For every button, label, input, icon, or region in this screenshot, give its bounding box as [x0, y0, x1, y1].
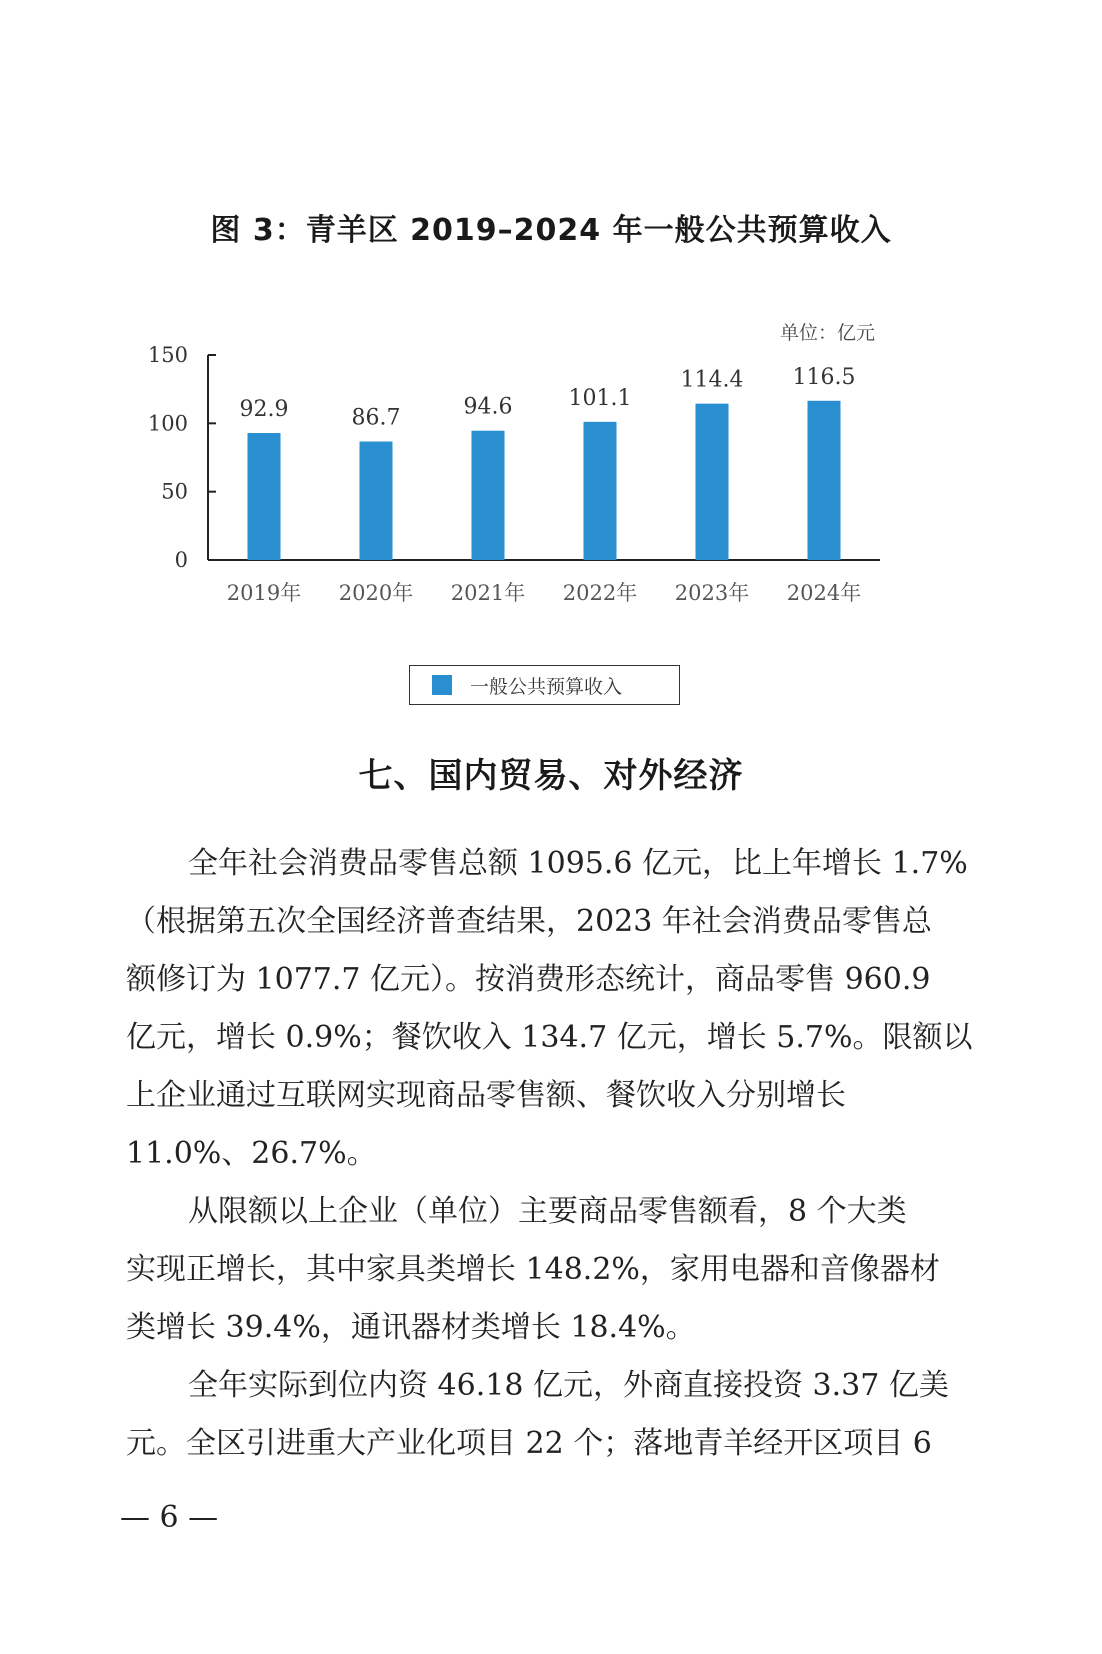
- x-tick-label: 2020年: [338, 581, 414, 605]
- text-line: 全年社会消费品零售总额 1095.6 亿元，比上年增长 1.7%: [188, 846, 968, 881]
- data-label: 101.1: [568, 385, 632, 411]
- bar: [584, 422, 617, 560]
- unit-label: 单位：亿元: [780, 322, 876, 344]
- body-text: [126, 835, 988, 1473]
- legend-swatch: [432, 675, 452, 695]
- y-tick-label: 0: [174, 548, 188, 572]
- bar: [472, 431, 505, 560]
- text-line: 从限额以上企业（单位）主要商品零售额看，8 个大类: [188, 1194, 907, 1229]
- y-tick-label: 150: [147, 343, 188, 367]
- x-tick-label: 2023年: [674, 581, 750, 605]
- section-heading: 七、国内贸易、对外经济: [358, 756, 744, 796]
- x-tick-label: 2019年: [226, 581, 302, 605]
- x-tick-label: 2021年: [450, 581, 526, 605]
- text-line: 全年实际到位内资 46.18 亿元，外商直接投资 3.37 亿美: [188, 1368, 949, 1403]
- data-label: 94.6: [463, 394, 513, 420]
- y-tick-label: 100: [147, 411, 188, 436]
- x-tick-label: 2022年: [562, 581, 638, 605]
- chart-legend: [409, 665, 680, 705]
- bar: [696, 404, 729, 560]
- text-line: 额修订为 1077.7 亿元）。按消费形态统计，商品零售 960.9: [126, 962, 931, 997]
- text-line: 亿元，增长 0.9%；餐饮收入 134.7 亿元，增长 5.7%。限额以: [126, 1020, 973, 1055]
- text-line: 实现正增长，其中家具类增长 148.2%，家用电器和音像器材: [126, 1252, 940, 1287]
- text-line: 元。全区引进重大产业化项目 22 个；落地青羊经开区项目 6: [126, 1426, 932, 1461]
- data-label: 114.4: [680, 367, 744, 393]
- text-line: 11.0%、26.7%。: [126, 1136, 377, 1171]
- bar-chart: [120, 340, 900, 630]
- text-line: 类增长 39.4%，通讯器材类增长 18.4%。: [126, 1310, 696, 1345]
- data-label: 116.5: [792, 364, 856, 390]
- x-tick-label: 2024年: [786, 581, 862, 605]
- text-line: （根据第五次全国经济普查结果，2023 年社会消费品零售总: [126, 904, 932, 939]
- data-label: 92.9: [239, 397, 289, 423]
- page-number: — 6 —: [120, 1500, 219, 1535]
- legend-label: 一般公共预算收入: [470, 675, 623, 698]
- bar: [248, 433, 281, 560]
- data-label: 86.7: [351, 405, 401, 431]
- bar: [360, 442, 393, 560]
- y-tick-label: 50: [161, 479, 188, 504]
- figure-title: 图 3：青羊区 2019–2024 年一般公共预算收入: [210, 213, 892, 248]
- text-line: 上企业通过互联网实现商品零售额、餐饮收入分别增长: [126, 1078, 846, 1113]
- bar: [808, 401, 841, 560]
